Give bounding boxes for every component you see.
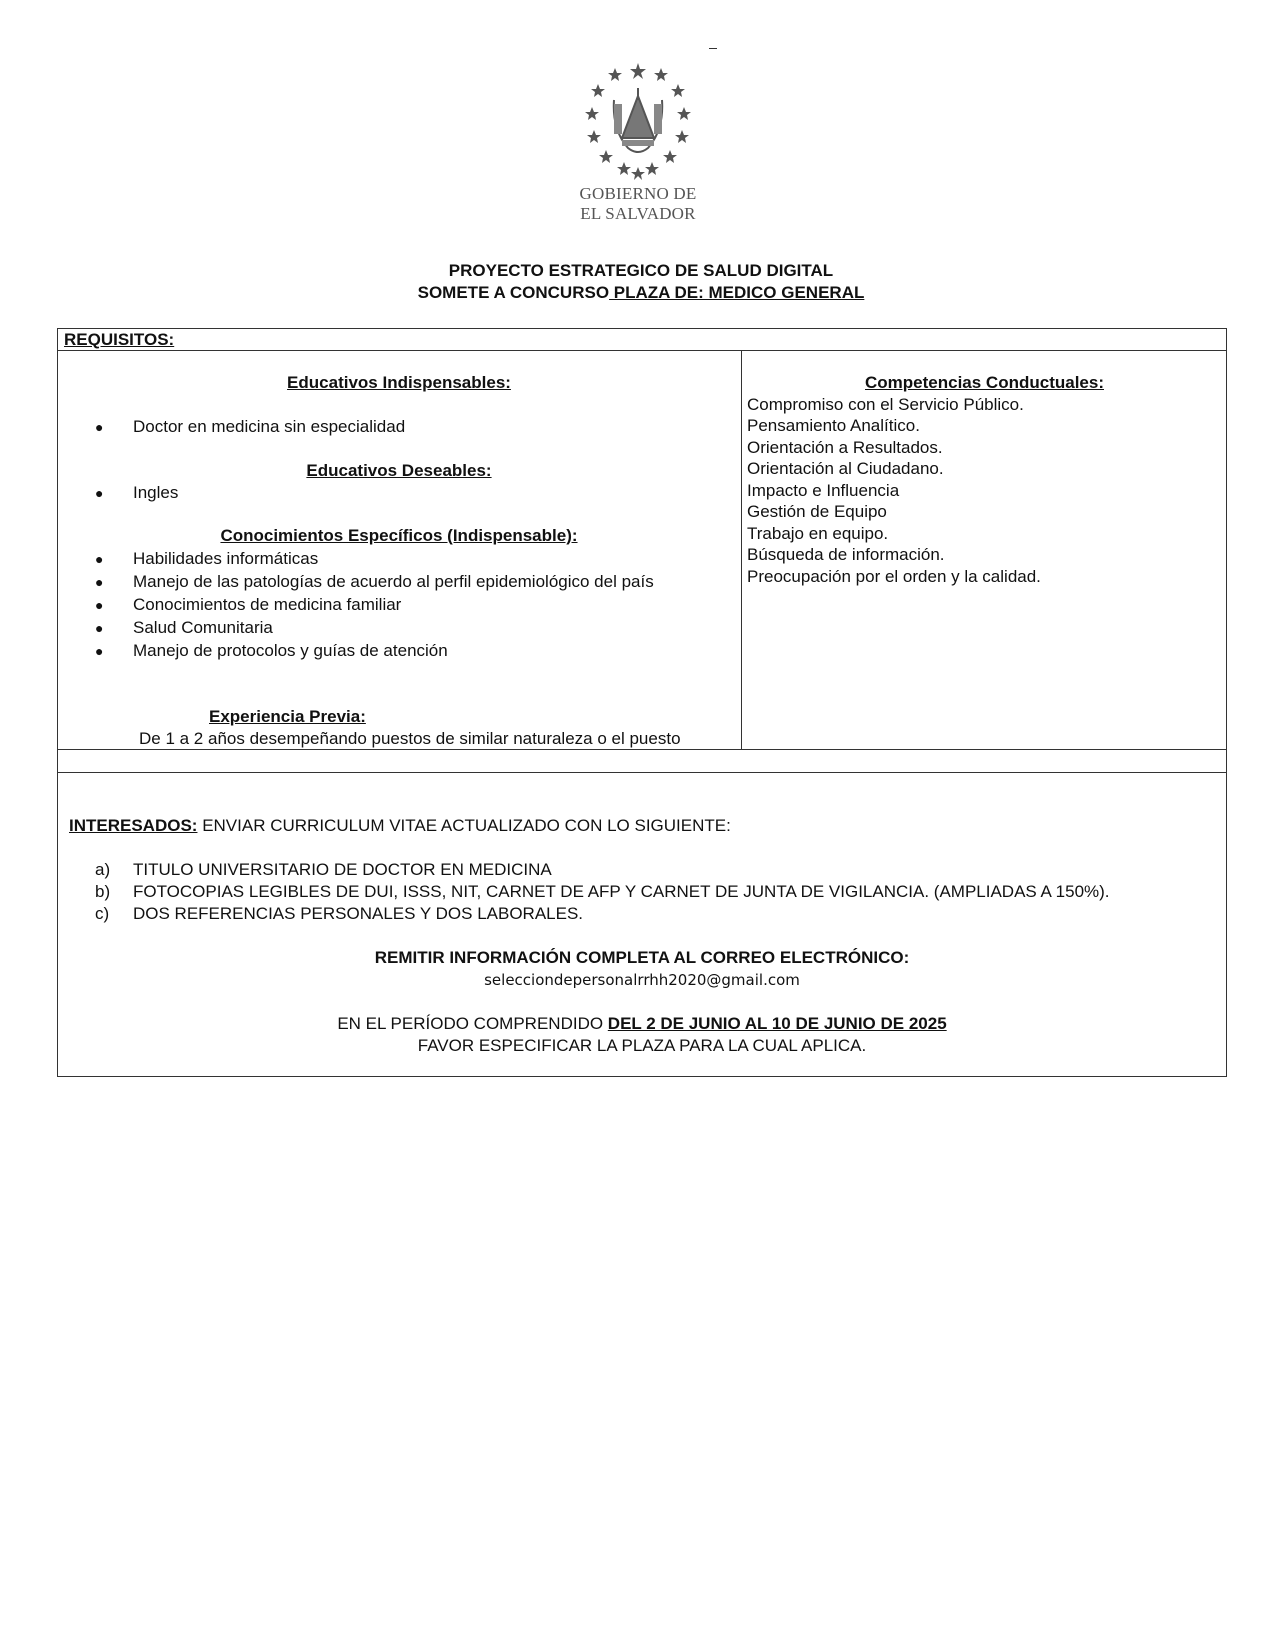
experiencia-text: De 1 a 2 años desempeñando puestos de similar naturaleza o el puesto: [139, 729, 681, 748]
table-divider-1: [57, 350, 1227, 351]
competencia-item: Compromiso con el Servicio Público.: [747, 395, 1024, 414]
conocimientos-item: Manejo de protocolos y guías de atención: [133, 641, 448, 660]
bullet-icon: ●: [95, 597, 104, 613]
table-divider-3: [57, 772, 1227, 773]
conocimientos-title: Conocimientos Específicos (Indispensable):: [220, 526, 578, 545]
item-text: DOS REFERENCIAS PERSONALES Y DOS LABORALES.: [133, 904, 584, 923]
periodo-prefix: EN EL PERÍODO COMPRENDIDO: [337, 1014, 608, 1033]
logo-text-line1: GOBIERNO DE: [579, 184, 697, 203]
educativos-deseables-title: Educativos Deseables:: [306, 461, 492, 480]
interesados-text: ENVIAR CURRICULUM VITAE ACTUALIZADO CON LO SIGUIENTE:: [197, 816, 731, 835]
bullet-icon: ●: [95, 419, 104, 435]
interesados-label: INTERESADOS:: [69, 816, 198, 835]
document-title: PROYECTO ESTRATEGICO DE SALUD DIGITAL: [448, 261, 834, 280]
bullet-icon: ●: [95, 485, 104, 501]
remitir-heading: REMITIR INFORMACIÓN COMPLETA AL CORREO ELECTRÓNICO:: [374, 948, 910, 967]
subtitle-prefix: SOMETE A CONCURSO: [417, 283, 610, 302]
periodo-line: [57, 1013, 1227, 1034]
item-text: TITULO UNIVERSITARIO DE DOCTOR EN MEDICINA: [133, 860, 552, 879]
gobierno-logo: [568, 60, 708, 230]
document-subtitle: [0, 283, 1282, 303]
item-text: FOTOCOPIAS LEGIBLES DE DUI, ISSS, NIT, CARNET DE AFP Y CARNET DE JUNTA DE VIGILANCIA. (AMPLIADAS A 150%).: [133, 882, 1110, 901]
educativos-indispensables-title: Educativos Indispensables:: [287, 373, 511, 392]
item-letter: a): [95, 860, 111, 879]
conocimientos-item: Salud Comunitaria: [133, 618, 273, 637]
competencia-item: Impacto e Influencia: [747, 481, 900, 500]
favor-line: FAVOR ESPECIFICAR LA PLAZA PARA LA CUAL APLICA.: [417, 1036, 867, 1055]
coat-of-arms-icon: [568, 60, 708, 180]
conocimientos-item: Manejo de las patologías de acuerdo al perfil epidemiológico del país: [133, 572, 654, 591]
bullet-icon: ●: [95, 574, 104, 590]
conocimientos-item: Habilidades informáticas: [133, 549, 319, 568]
table-column-divider: [741, 350, 742, 749]
logo-text-line2: EL SALVADOR: [580, 204, 696, 223]
bullet-icon: ●: [95, 643, 104, 659]
competencia-item: Preocupación por el orden y la calidad.: [747, 567, 1041, 586]
header-dash: [709, 48, 717, 49]
conocimientos-item: Conocimientos de medicina familiar: [133, 595, 402, 614]
requisitos-label: REQUISITOS:: [64, 330, 175, 349]
educativos-deseables-item: Ingles: [133, 483, 179, 502]
interesados-line: [69, 815, 731, 836]
educativos-indispensables-item: Doctor en medicina sin especialidad: [133, 417, 406, 436]
competencia-item: Gestión de Equipo: [747, 502, 887, 521]
competencia-item: Trabajo en equipo.: [747, 524, 889, 543]
table-divider-2: [57, 749, 1227, 750]
periodo-dates: DEL 2 DE JUNIO AL 10 DE JUNIO DE 2025: [607, 1014, 947, 1033]
competencia-item: Orientación al Ciudadano.: [747, 459, 944, 478]
competencia-item: Búsqueda de información.: [747, 545, 945, 564]
competencia-item: Pensamiento Analítico.: [747, 416, 920, 435]
subtitle-plaza: PLAZA DE: MEDICO GENERAL: [609, 283, 865, 302]
competencias-title: Competencias Conductuales:: [865, 373, 1104, 392]
item-letter: b): [95, 882, 111, 901]
experiencia-title: Experiencia Previa:: [209, 707, 366, 726]
item-letter: c): [95, 904, 110, 923]
competencia-item: Orientación a Resultados.: [747, 438, 943, 457]
contact-email: selecciondepersonalrrhh2020@gmail.com: [484, 971, 800, 989]
bullet-icon: ●: [95, 620, 104, 636]
bullet-icon: ●: [95, 551, 104, 567]
